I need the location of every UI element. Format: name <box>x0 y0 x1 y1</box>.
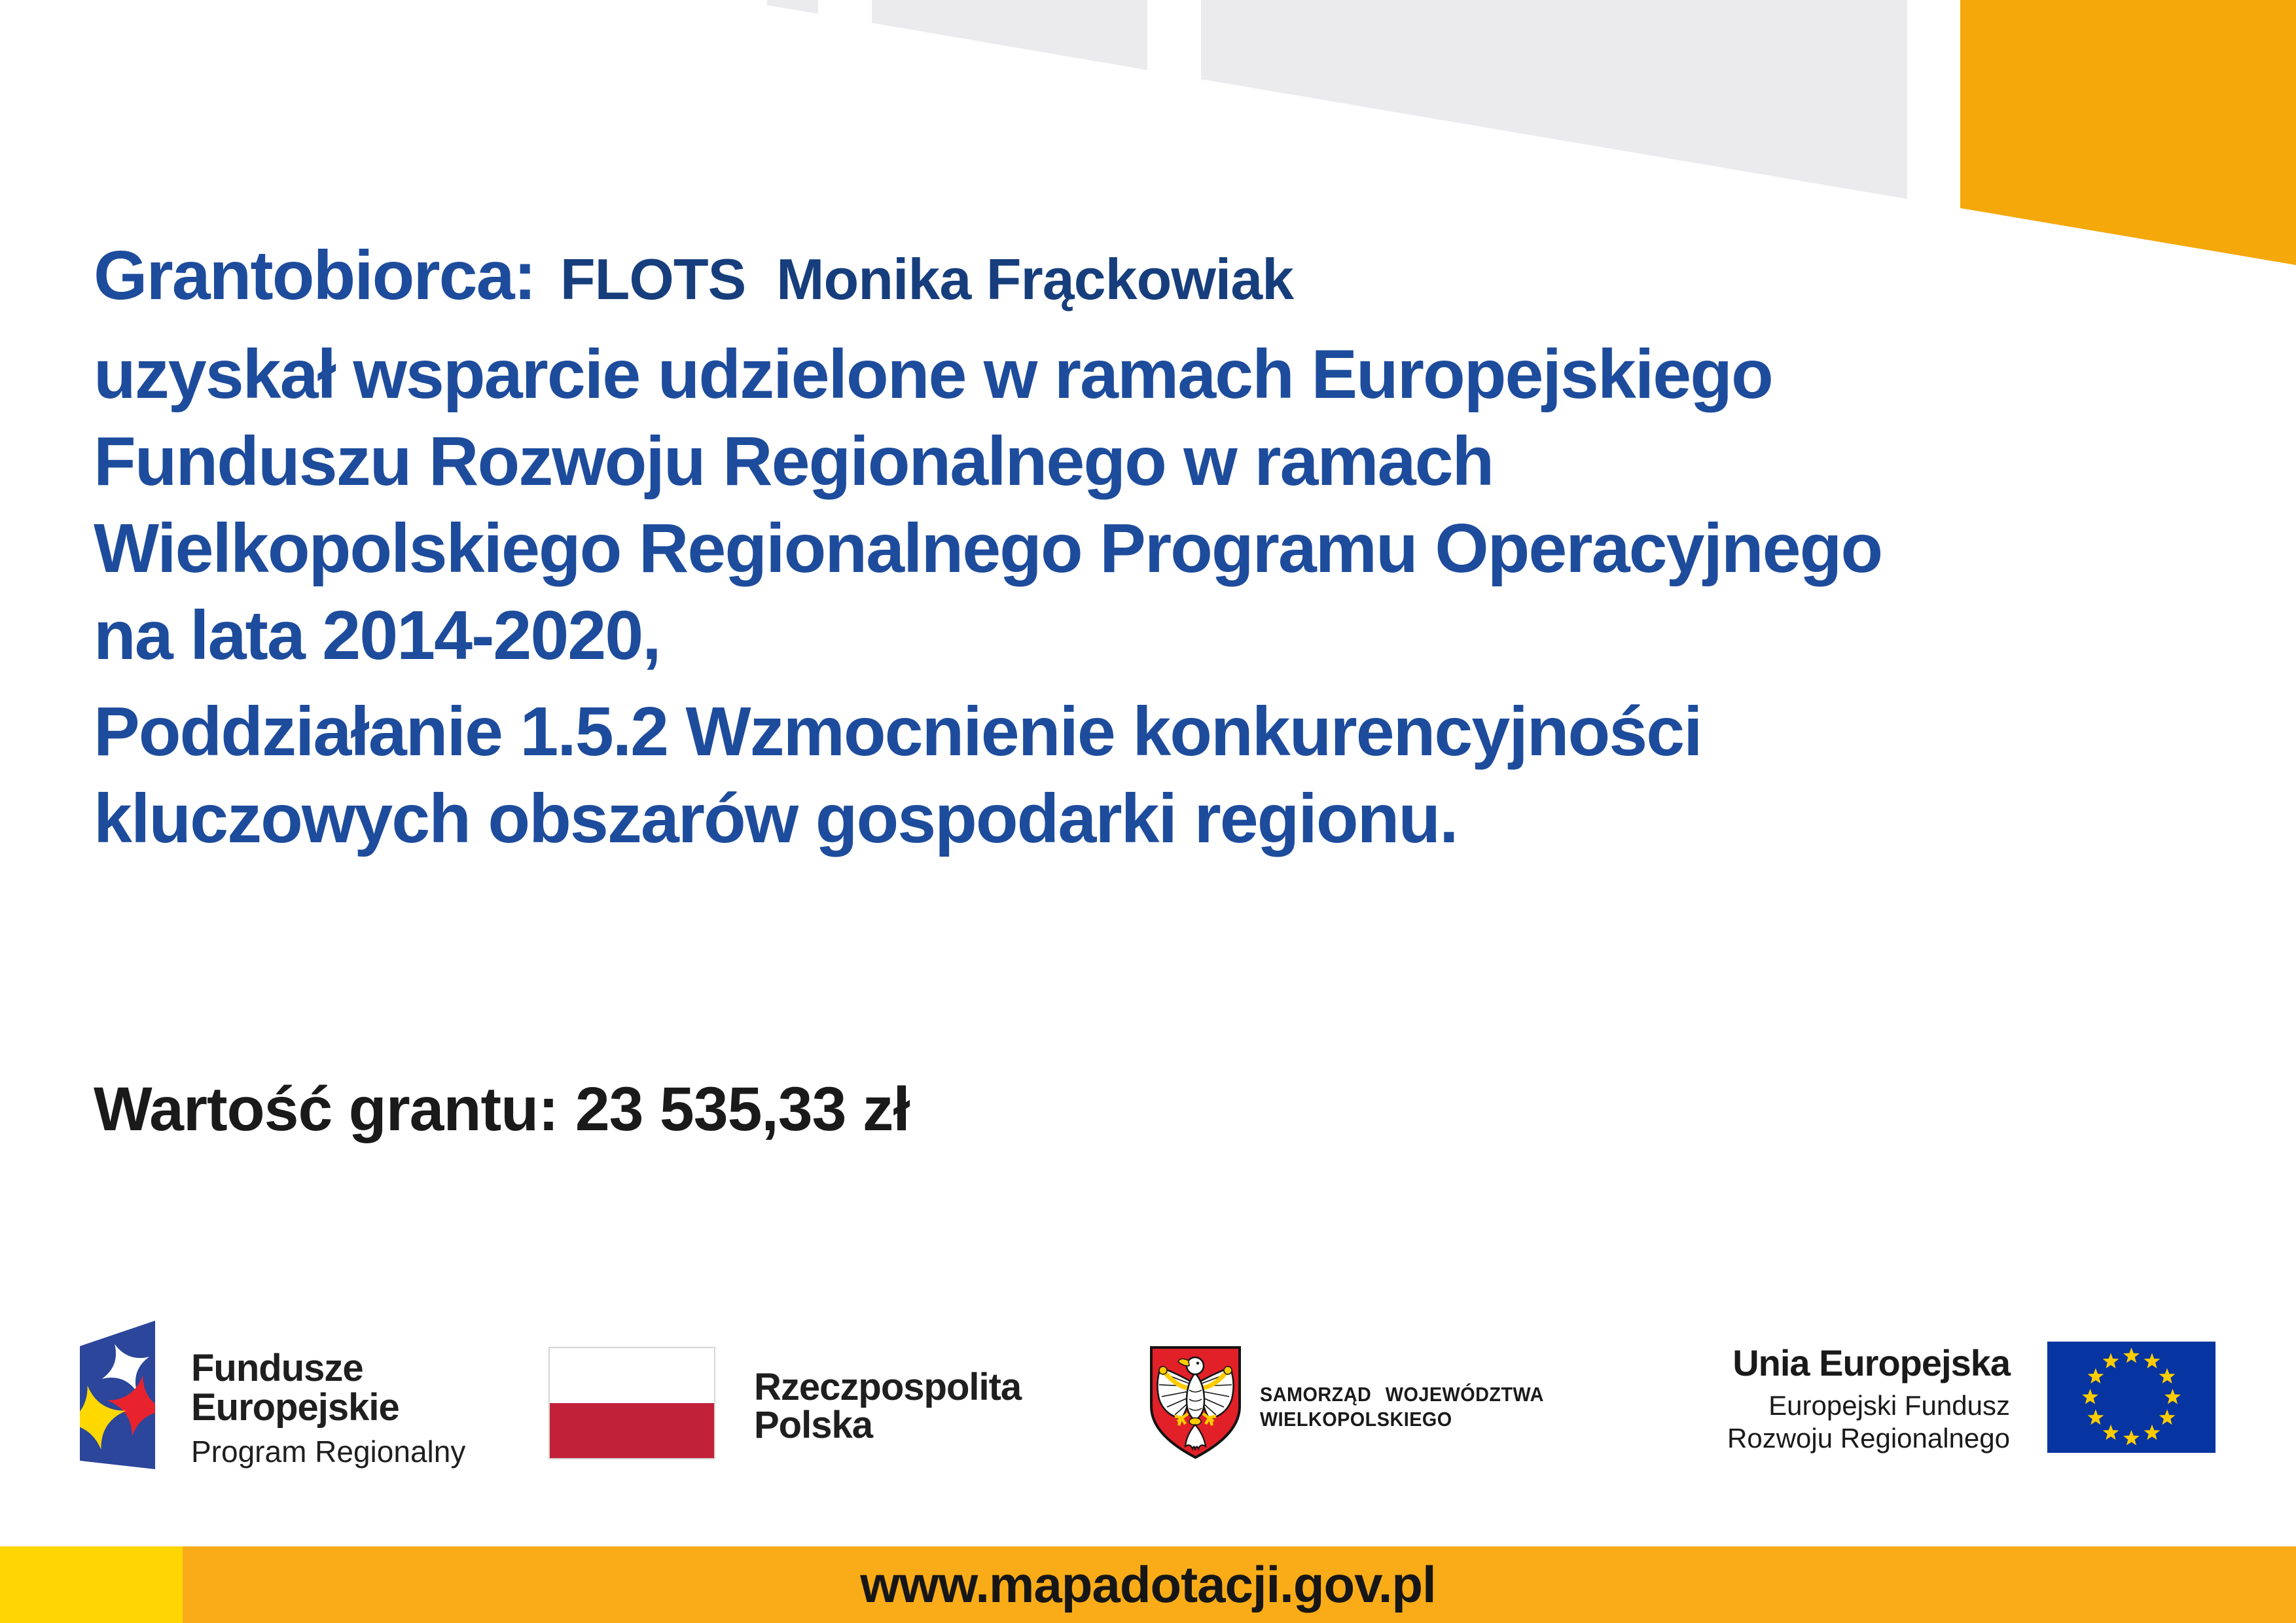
fe-word-line: Fundusze <box>191 1347 363 1389</box>
rzeczpospolita-polska-wordmark <box>754 1368 1021 1444</box>
orange-stripe <box>1960 0 2296 265</box>
gray-stripe-large <box>1201 0 1907 199</box>
description-line: Wielkopolskiego Regionalnego Programu Operacyjnego <box>94 510 1882 587</box>
wielkopolska-coat-of-arms-icon <box>1147 1344 1244 1461</box>
grant-value-label: Wartość grantu: <box>94 1075 558 1144</box>
grantee-name: FLOTS Monika Frąckowiak <box>560 247 1294 312</box>
description-line: na lata 2014-2020, <box>94 597 660 674</box>
fundusze-europejskie-wordmark <box>191 1349 465 1467</box>
eu-word-line: Unia Europejska <box>1732 1342 2010 1383</box>
grant-value-amount: 23 535,33 zł <box>575 1075 910 1144</box>
fe-word-line: Europejskie <box>191 1386 399 1429</box>
poland-flag-icon <box>548 1347 715 1459</box>
samorzad-wojewodztwa-label <box>1260 1382 1544 1432</box>
grant-value-line <box>94 1075 910 1144</box>
gray-stripe-small <box>767 0 818 14</box>
eu-word-line: Europejski Fundusz <box>1768 1390 2010 1421</box>
footer-bar <box>0 1546 2296 1623</box>
crescent-knob-left <box>1159 1366 1167 1374</box>
unia-europejska-wordmark <box>1727 1342 2010 1455</box>
description-line: kluczowych obszarów gospodarki regionu. <box>94 780 1458 857</box>
pl-word-line: Polska <box>754 1404 872 1446</box>
eu-word-line: Rozwoju Regionalnego <box>1727 1423 2010 1454</box>
herb-label-line: SAMORZĄD WOJEWÓDZTWA <box>1260 1383 1544 1406</box>
description-line: Funduszu Rozwoju Regionalnego w ramach <box>94 423 1494 500</box>
top-diagonal-stripes-decoration <box>0 0 2296 275</box>
eagle-eye <box>1196 1362 1199 1364</box>
gray-stripe-medium <box>872 0 1147 70</box>
poland-flag-white <box>550 1348 714 1403</box>
fe-program-line: Program Regionalny <box>191 1435 466 1469</box>
description-line: Poddziałanie 1.5.2 Wzmocnienie konkurencyjności <box>94 693 1702 770</box>
grantee-label: Grantobiorca: <box>94 237 535 314</box>
herb-label-line: WIELKOPOLSKIEGO <box>1260 1408 1452 1431</box>
footer-url: www.mapadotacji.gov.pl <box>860 1556 1436 1613</box>
poland-flag-red <box>550 1403 714 1458</box>
support-description <box>94 331 1882 863</box>
description-line: uzyskał wsparcie udzielone w ramach Europejskiego <box>94 336 1772 413</box>
crescent-knob-right <box>1224 1366 1232 1374</box>
fundusze-europejskie-flag-icon <box>80 1321 155 1469</box>
pl-word-line: Rzeczpospolita <box>754 1366 1022 1408</box>
headline <box>94 237 1294 314</box>
eu-flag-icon <box>2047 1342 2215 1453</box>
